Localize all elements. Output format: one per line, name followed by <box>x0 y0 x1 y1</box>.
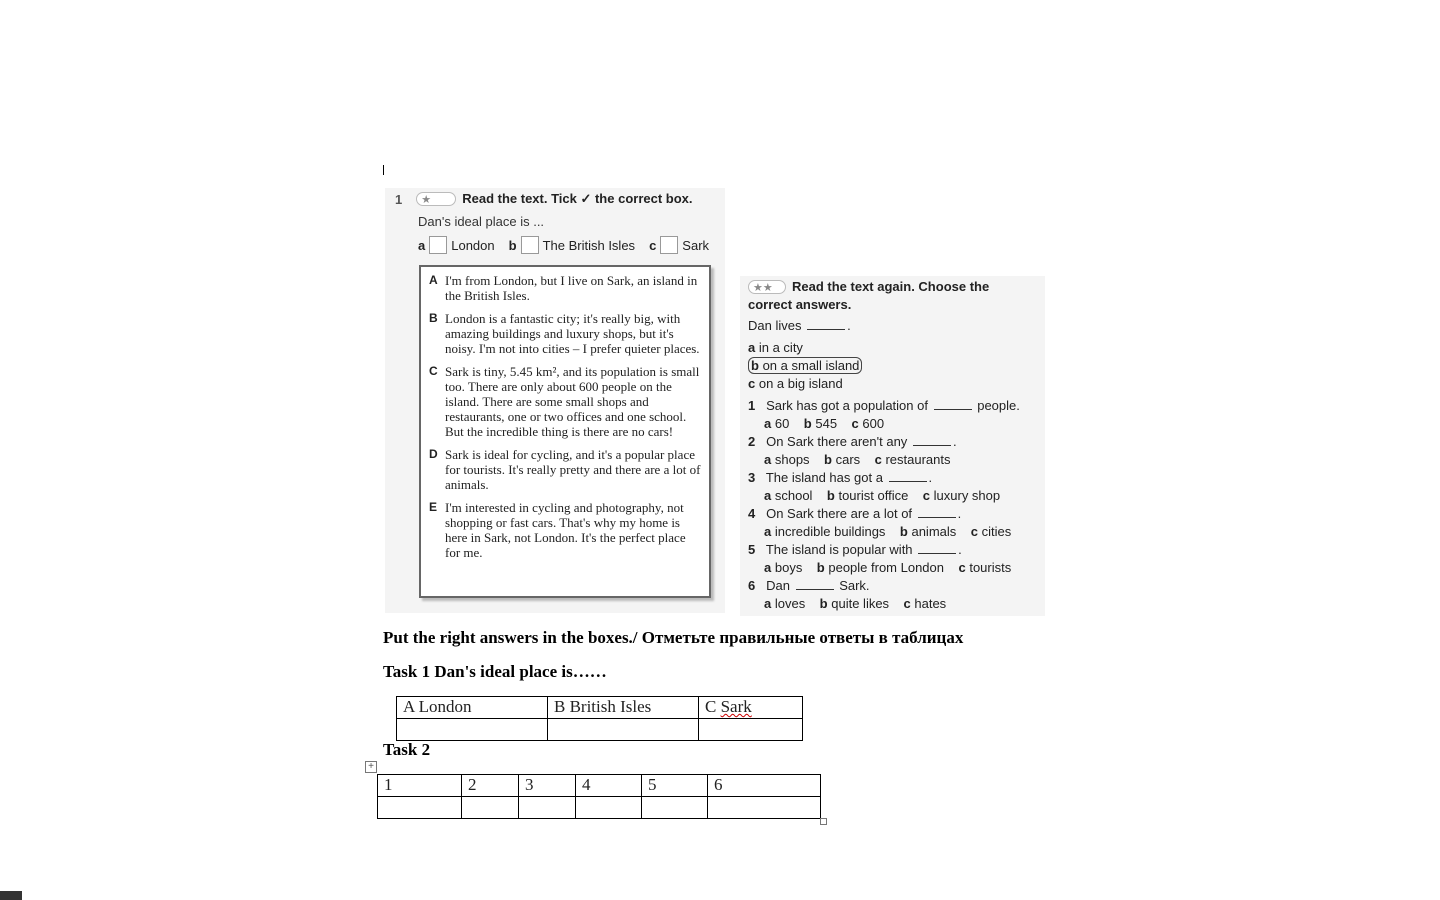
instructions-text: Put the right answers in the boxes./ Отметьте правильные ответы в таблицах <box>383 628 964 647</box>
star-rating-icon: ★ <box>416 192 456 206</box>
two-star-rating-icon: ★★ <box>748 280 786 294</box>
circled-answer: b on a small island <box>748 357 862 374</box>
checkbox-icon <box>660 236 678 254</box>
exercise1-instruction: Read the text. Tick ✓ the correct box. <box>462 191 693 206</box>
exercise1-number: 1 <box>395 191 403 207</box>
exercise1-image <box>385 188 725 613</box>
example-option-a: a in a city <box>748 340 803 355</box>
option-c <box>649 236 709 254</box>
answer-blank <box>889 480 927 482</box>
table-cell: B British Isles <box>548 697 699 719</box>
task2-answer-table <box>377 774 821 819</box>
option-b <box>509 236 635 254</box>
exercise2-header <box>748 278 989 296</box>
example-option-b <box>748 357 862 375</box>
answer-blank <box>796 588 834 590</box>
question-3: 3 The island has got a . <box>748 470 933 485</box>
question-1-options: a 60 b 545 c 600 <box>764 416 885 431</box>
option-a <box>418 236 495 254</box>
table-cell: 4 <box>576 775 642 797</box>
question-2-options: a shops b cars c restaurants <box>764 452 951 467</box>
question-3-options: a school b tourist office c luxury shop <box>764 488 1001 503</box>
task2-title: Task 2 <box>383 740 431 759</box>
paragraph-b <box>429 311 701 356</box>
question-5: 5 The island is popular with . <box>748 542 962 557</box>
question-5-options: a boys b people from London c tourists <box>764 560 1012 575</box>
answer-cell[interactable] <box>699 719 803 741</box>
paragraph-text: I'm from London, but I live on Sark, an island in the British Isles. <box>445 273 698 303</box>
option-label: The British Isles <box>542 237 636 253</box>
question-2: 2 On Sark there aren't any . <box>748 434 957 449</box>
paragraph-d <box>429 447 701 492</box>
question-6: 6 Dan Sark. <box>748 578 870 593</box>
exercise2-instruction-line1: Read the text again. Choose the <box>792 279 990 294</box>
table-cell: 6 <box>708 775 821 797</box>
answer-cell[interactable] <box>462 797 519 819</box>
answer-blank <box>918 552 956 554</box>
paragraph-text: London is a fantastic city; it's really big, with amazing buildings and luxury shops, but it's noisy. I'm not into cities – I prefer quieter places. <box>445 311 700 356</box>
option-label: Sark <box>682 237 710 253</box>
cell-letter: C <box>705 697 721 716</box>
paragraph-text: Sark is ideal for cycling, and it's a popular place for tourists. It's really pretty and there are a lot of animals. <box>445 447 701 492</box>
answer-cell[interactable] <box>397 719 548 741</box>
window-corner-block <box>0 891 22 900</box>
table-header-row <box>397 697 803 719</box>
question-1: 1 Sark has got a population of people. <box>748 398 1020 413</box>
paragraph-a <box>429 273 701 303</box>
paragraph-text: Sark is tiny, 5.45 km², and its population is small too. There are only about 600 people on the island. There are some small shops and restaurants, one or two offices and one school. But the incredible thing is there are no cars! <box>445 364 700 439</box>
answer-blank <box>807 328 845 330</box>
paragraph-letter: E <box>429 500 438 514</box>
table-cell <box>699 697 803 719</box>
option-letter: b <box>508 237 517 253</box>
table-cell: 5 <box>642 775 708 797</box>
table-cell: 3 <box>519 775 576 797</box>
answer-blank <box>913 444 951 446</box>
exercise1-header <box>395 191 693 207</box>
exercise2-image <box>740 276 1045 616</box>
option-letter: a <box>418 237 426 253</box>
example-stem: Dan lives . <box>748 318 851 333</box>
answer-cell[interactable] <box>548 719 699 741</box>
table-move-handle-icon[interactable]: + <box>365 761 377 773</box>
answer-cell[interactable] <box>708 797 821 819</box>
example-option-c: c on a big island <box>748 376 843 391</box>
paragraph-letter: B <box>429 311 438 325</box>
paragraph-letter: A <box>429 273 438 287</box>
task1-answer-table <box>396 696 803 741</box>
exercise1-options <box>418 236 709 254</box>
answer-cell[interactable] <box>378 797 462 819</box>
table-header-row <box>378 775 821 797</box>
table-resize-handle-icon[interactable] <box>820 818 827 825</box>
task1-title: Task 1 Dan's ideal place is…… <box>383 662 607 681</box>
checkbox-icon <box>521 236 539 254</box>
paragraph-c <box>429 364 701 439</box>
table-cell: A London <box>397 697 548 719</box>
table-answer-row <box>378 797 821 819</box>
checkbox-icon <box>429 236 447 254</box>
question-6-options: a loves b quite likes c hates <box>764 596 947 611</box>
exercise2-instruction-line2: correct answers. <box>748 297 852 312</box>
option-label: London <box>451 237 495 253</box>
answer-blank <box>934 408 972 410</box>
question-4-options: a incredible buildings b animals c cities <box>764 524 1012 539</box>
answer-cell[interactable] <box>642 797 708 819</box>
exercise1-prompt: Dan's ideal place is ... <box>418 214 545 229</box>
text-cursor <box>383 165 384 175</box>
spellcheck-word: Sark <box>720 697 752 716</box>
paragraph-letter: C <box>429 364 438 378</box>
paragraph-letter: D <box>429 447 438 461</box>
paragraph-text: I'm interested in cycling and photography, not shopping or fast cars. That's why my home is here in Sark, not London. It's the perfect place for me. <box>445 500 686 560</box>
question-4: 4 On Sark there are a lot of . <box>748 506 962 521</box>
paragraph-e <box>429 500 701 560</box>
answer-cell[interactable] <box>576 797 642 819</box>
answer-blank <box>918 516 956 518</box>
table-answer-row <box>397 719 803 741</box>
table-cell: 1 <box>378 775 462 797</box>
option-letter: c <box>649 237 657 253</box>
table-cell: 2 <box>462 775 519 797</box>
reading-text-box <box>419 265 711 598</box>
answer-cell[interactable] <box>519 797 576 819</box>
